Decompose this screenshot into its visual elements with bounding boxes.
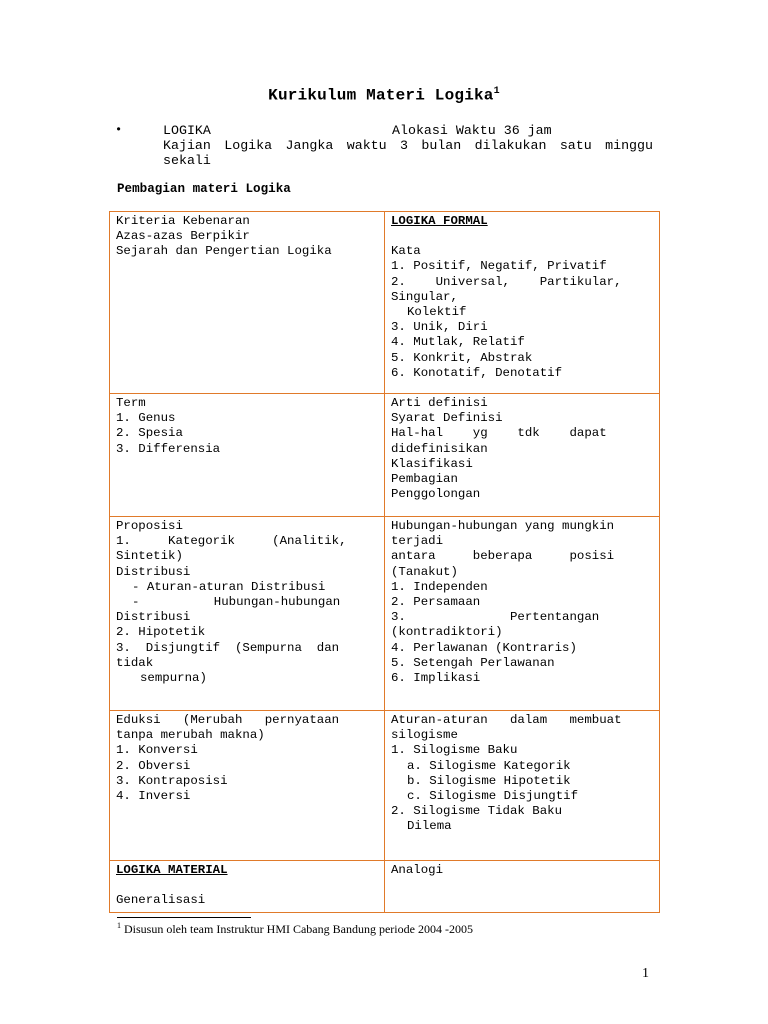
cell-line: silogisme (391, 728, 458, 743)
cell-line: Sintetik) (116, 549, 183, 564)
cell-line: Aturan-aturan dalam membuat (391, 713, 622, 727)
footnote-mark: 1 (117, 921, 121, 930)
cell-line: b. Silogisme Hipotetik (407, 773, 571, 788)
cell-line: Klasifikasi (391, 456, 473, 471)
cell-line: Eduksi (Merubah pernyataan (116, 713, 340, 727)
cell-line: 1. Positif, Negatif, Privatif (391, 259, 607, 274)
cell-line: a. Silogisme Kategorik (407, 758, 571, 773)
cell-line: 1. Silogisme Baku (391, 743, 518, 758)
cell-line: 6. Konotatif, Denotatif (391, 365, 563, 380)
cell-line: Arti definisi (391, 396, 488, 410)
table-cell (385, 711, 660, 861)
cell-line: tidak (116, 655, 154, 670)
footnote-divider (117, 917, 251, 918)
cell-line: Distribusi (116, 564, 191, 579)
cell-line: Dilema (407, 819, 452, 834)
cell-line: Term (116, 396, 146, 410)
cell-line: terjadi (391, 534, 444, 549)
cell-line: Sejarah dan Pengertian Logika (116, 244, 332, 259)
table-cell (110, 711, 385, 861)
cell-line: 1. Kategorik (Analitik, (116, 534, 347, 549)
intro-block (115, 123, 667, 168)
cell-line: Kata (391, 244, 421, 259)
table-row (110, 711, 660, 861)
cell-line: c. Silogisme Disjungtif (407, 789, 579, 804)
cell-line: Singular, (391, 289, 458, 304)
cell-line: 3. Kontraposisi (116, 773, 228, 788)
table-row (110, 212, 660, 394)
cell-line: 2. Persamaan (391, 595, 481, 610)
table-cell (385, 394, 660, 517)
cell-line: 1. Independen (391, 579, 488, 594)
cell-line: antara beberapa posisi (391, 549, 615, 564)
footnote-text: Disusun oleh team Instruktur HMI Cabang Bandung periode 2004 -2005 (124, 922, 473, 936)
cell-line: (kontradiktori) (391, 625, 503, 640)
page-title: Kurikulum Materi Logika$^1$ (268, 86, 500, 105)
cell-line: 3. Pertentangan (391, 610, 600, 625)
intro-allocation: Alokasi Waktu 36 jam (392, 123, 552, 138)
table-cell (385, 861, 660, 913)
cell-line: 1. Konversi (116, 743, 198, 758)
table-cell (110, 861, 385, 913)
footnote (117, 921, 473, 937)
logika-formal-heading: LOGIKA FORMAL (391, 214, 488, 228)
intro-subject: LOGIKA (163, 123, 211, 138)
cell-line: Kriteria Kebenaran (116, 214, 250, 228)
cell-line: tanpa merubah makna) (116, 728, 265, 743)
cell-line: Pembagian (391, 472, 458, 487)
cell-line: - Hubungan-hubungan (132, 595, 341, 610)
table-cell (110, 394, 385, 517)
table-row (110, 861, 660, 913)
cell-line: Kolektif (407, 305, 467, 320)
cell-line: 2. Spesia (116, 426, 183, 441)
cell-line: Hubungan-hubungan yang mungkin (391, 519, 615, 533)
cell-line: Generalisasi (116, 893, 206, 908)
cell-line: 2. Hipotetik (116, 625, 206, 640)
cell-line: 5. Konkrit, Abstrak (391, 350, 533, 365)
cell-line: 6. Implikasi (391, 671, 481, 686)
cell-line: didefinisikan (391, 441, 488, 456)
cell-line: Azas-azas Berpikir (116, 229, 250, 244)
cell-line: Hal-hal yg tdk dapat (391, 426, 607, 441)
cell-line: 4. Perlawanan (Kontraris) (391, 640, 577, 655)
cell-line: - Aturan-aturan Distribusi (132, 579, 326, 594)
title-footnote-mark: 1 (493, 86, 500, 97)
cell-line: 3. Disjungtif (Sempurna dan (116, 640, 340, 655)
cell-line: Analogi (391, 863, 444, 877)
table-cell (110, 517, 385, 711)
section-heading: Pembagian materi Logika (117, 182, 291, 196)
cell-line: 4. Mutlak, Relatif (391, 335, 525, 350)
cell-line: (Tanakut) (391, 564, 458, 579)
cell-line: 3. Differensia (116, 441, 221, 456)
cell-line: 4. Inversi (116, 789, 191, 804)
cell-line: Syarat Definisi (391, 411, 503, 426)
cell-line: 2. Universal, Partikular, (391, 274, 622, 289)
cell-line: 5. Setengah Perlawanan (391, 655, 555, 670)
table-row (110, 394, 660, 517)
curriculum-table (109, 211, 660, 913)
page-number: 1 (642, 966, 649, 981)
cell-line: 2. Obversi (116, 758, 191, 773)
table-cell (385, 212, 660, 394)
cell-line: 3. Unik, Diri (391, 320, 488, 335)
cell-line: Proposisi (116, 519, 183, 533)
cell-line: 2. Silogisme Tidak Baku (391, 804, 563, 819)
cell-line: 1. Genus (116, 411, 176, 426)
bullet-icon: • (115, 123, 123, 137)
cell-line: sempurna) (140, 671, 207, 686)
table-cell (385, 517, 660, 711)
table-row (110, 517, 660, 711)
intro-description: Kajian Logika Jangka waktu 3 bulan dilakukan satu minggu sekali (163, 138, 653, 168)
table-cell (110, 212, 385, 394)
cell-line: Distribusi (116, 610, 191, 625)
cell-line: Penggolongan (391, 487, 481, 502)
logika-material-heading: LOGIKA MATERIAL (116, 863, 228, 877)
